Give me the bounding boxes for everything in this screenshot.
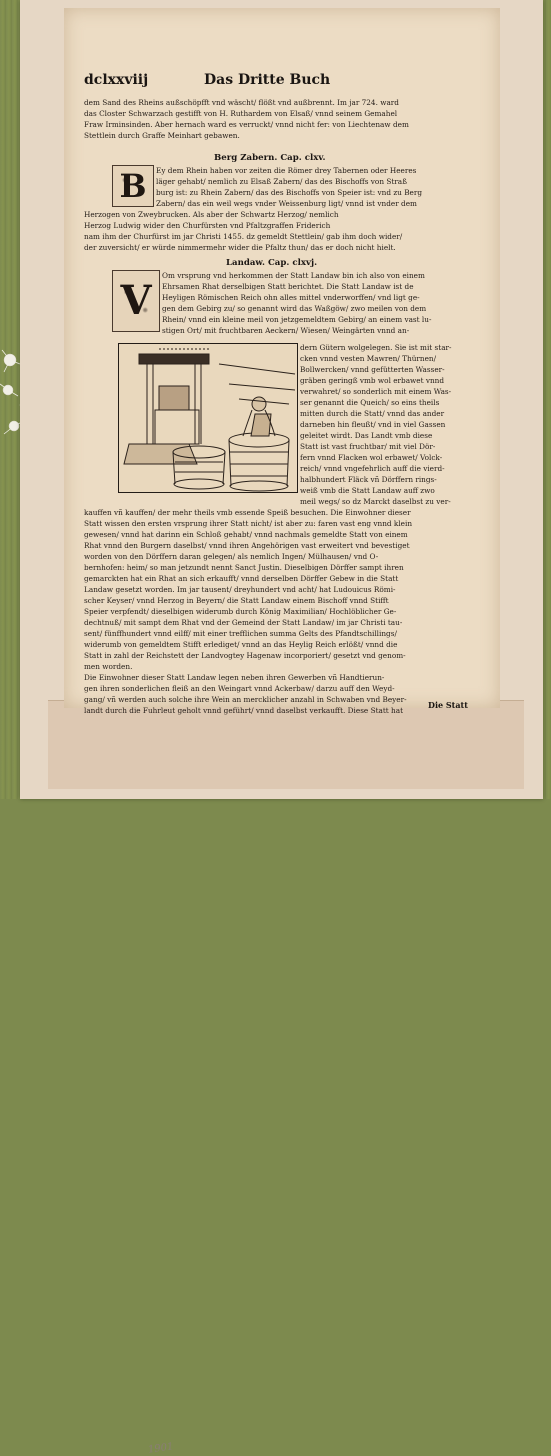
- text-line: Herzog Ludwig wider den Churfürsten vnd Pfaltzgraffen Friderich: [84, 221, 331, 230]
- woodcut-illustration: [118, 343, 298, 493]
- text-line: reich/ vnnd vngefehrlich auff die vierd-: [300, 464, 445, 473]
- text-line: geleitet wirdt. Das Landt vmb diese: [300, 431, 433, 440]
- text-line: men worden.: [84, 662, 133, 671]
- text-line: gräben geringß vmb wol erbawet vnnd: [300, 376, 445, 385]
- text-line: Ehrsamen Rhat derselbigen Statt berichtet. Die Statt Landaw ist de: [162, 282, 414, 291]
- text-line: ser genannt die Queich/ so eins theils: [300, 398, 440, 407]
- text-line: Fraw Irminsinden. Aber hernach ward es verruckt/ vnnd nicht fer: von Liechtenaw dem: [84, 120, 409, 129]
- text-line: halbhundert Fläck vñ Dörffern rings-: [300, 475, 437, 484]
- text-line: gen ihren sonderlichen fleiß an den Weingart vnnd Ackerbaw/ darzu auff den Weyd-: [84, 684, 395, 693]
- text-line: dechtnuß/ mit sampt dem Rhat vnd der Gemeind der Statt Landaw/ im jar Christi tau-: [84, 618, 403, 627]
- text-line: Rhein/ vnnd ein kleine meil von jetzgemeldtem Gebirg/ an einem vast lu-: [162, 315, 432, 324]
- text-line: stigen Ort/ mit fruchtbaren Aeckern/ Wiesen/ Weingärten vnnd an-: [162, 326, 410, 335]
- text-line: gen dem Gebirg zu/ so genannt wird das Waßgöw/ zwo meilen von dem: [162, 304, 427, 313]
- text-line: Ey dem Rhein haben vor zeiten die Römer drey Tabernen oder Heeres: [156, 166, 417, 175]
- text-line: Statt ist vast fruchtbar/ mit viel Dör-: [300, 442, 436, 451]
- initial-letter: V: [120, 277, 152, 324]
- section-heading: Berg Zabern. Cap. clxv.: [214, 153, 326, 163]
- text-line: bernhofen: heim/ so man jetzundt nennt Sanct Justin. Dieselbigen Dörffer sampt ihren: [84, 563, 404, 572]
- text-line: Die Einwohner dieser Statt Landaw legen neben ihren Gewerben vñ Handtierun-: [84, 673, 385, 682]
- text-line: Statt in zahl der Reichstett der Landvogtey Hagenaw incorporiert/ gesetzt vnd genom-: [84, 651, 406, 660]
- text-line: scher Keyser/ vnnd Herzog in Beyern/ die Statt Landaw einem Bischoff vnnd Stifft: [84, 596, 389, 605]
- running-title: Das Dritte Buch: [204, 72, 331, 88]
- text-line: Bollwercken/ vnnd gefütterten Wasser-: [300, 365, 445, 374]
- text-line: gang/ vñ werden auch solche ihre Wein an mercklicher anzahl in Schwaben vnd Beyer-: [84, 695, 407, 704]
- section-paragraph: [162, 270, 474, 336]
- text-line: Speier verpfendt/ dieselbigen widerumb durch König Maximilian/ Hochlöblicher Ge-: [84, 607, 397, 616]
- text-line: burg ist: zu Rhein Zabern/ das des Bischoffs von Speier ist: vnd zu Berg: [156, 188, 423, 197]
- text-line: worden von den Dörffern daran gelegen/ als nemlich Ingen/ Mülhausen/ vnd O-: [84, 552, 379, 561]
- side-column-text: [300, 342, 474, 507]
- text-line: dem Sand des Rheins außschöpfft vnd wäscht/ flößt vnd außbrennt. Im jar 724. ward: [84, 98, 399, 107]
- text-line: sent/ fünffhundert vnnd eilff/ mit einer trefflichen summa Gelts des Pfandtschillings/: [84, 629, 397, 638]
- decorated-initial: [112, 270, 160, 332]
- pencil-inscription: 1901: [147, 1441, 175, 1456]
- text-line: der zuversicht/ er würde nimmermehr wider die Pfaltz thun/ das er doch nicht hielt.: [84, 243, 396, 252]
- closing-paragraph: [84, 672, 474, 716]
- text-line: gewesen/ vnnd hat darinn ein Schloß gehabt/ vnnd nachmals gemeldte Statt von einem: [84, 530, 408, 539]
- initial-letter: B: [119, 167, 147, 205]
- section-paragraph-continued: [84, 209, 474, 253]
- text-line: Om vrsprung vnd herkommen der Statt Landaw bin ich also von einem: [162, 271, 425, 280]
- text-line: Herzogen von Zweybrucken. Als aber der Schwartz Herzog/ nemlich: [84, 210, 339, 219]
- text-line: Zabern/ das ein weil wegs vnder Weissenburg ligt/ vnnd ist vnder dem: [156, 199, 417, 208]
- text-line: das Closter Schwarzach gestifft von H. Ruthardem von Elsaß/ vnnd seinem Gemahel: [84, 109, 398, 118]
- decorated-initial: [112, 165, 154, 207]
- section-heading: Landaw. Cap. clxvj.: [226, 258, 318, 268]
- intro-paragraph: [84, 97, 474, 141]
- text-line: mitten durch die Statt/ vnnd das ander: [300, 409, 445, 418]
- catchword: Die Statt: [428, 700, 468, 710]
- text-line: gemarckten hat ein Rhat an sich erkaufft/ vnnd derselben Dörffer Gebew in die Statt: [84, 574, 399, 583]
- text-line: kauffen vñ kauffen/ der mehr theils vmb essende Speiß besuchen. Die Einwohner dieser: [84, 508, 411, 517]
- main-paragraph: [84, 507, 474, 672]
- text-line: verwahret/ so sonderlich mit einem Was-: [300, 387, 452, 396]
- folio-number: dclxxviij: [84, 72, 149, 88]
- page-header: [84, 72, 474, 94]
- text-line: widerumb von gemeldtem Stifft erlediget/ vnnd an das Heylig Reich erlößt/ vnnd die: [84, 640, 398, 649]
- text-line: weiß vmb die Statt Landaw auff zwo: [300, 486, 435, 495]
- text-line: läger gehabt/ nemlich zu Elsaß Zabern/ das des Bischoffs von Straß: [156, 177, 407, 186]
- text-line: fern vnnd Flacken wol erbawet/ Volck-: [300, 453, 443, 462]
- text-line: Landaw gesetzt worden. Im jar tausent/ dreyhundert vnd acht/ hat Ludouicus Römi-: [84, 585, 396, 594]
- text-line: Statt wissen den ersten vrsprung ihrer Statt nicht/ ist aber zu: faren vast eng vnnd klein: [84, 519, 413, 528]
- text-line: dern Gütern wolgelegen. Sie ist mit star-: [300, 343, 452, 352]
- text-line: Heyligen Römischen Reich ohn alles mittel vnderworffen/ vnd ligt ge-: [162, 293, 420, 302]
- text-line: nam ihm der Churfürst im jar Christi 1455. dz gemeldt Stettlein/ gab ihm doch wider/: [84, 232, 403, 241]
- text-line: meil wegs/ so dz Marckt daselbst zu ver-: [300, 497, 451, 506]
- text-line: Stettlein durch Graffe Meinhart gebawen.: [84, 131, 240, 140]
- text-line: cken vnnd vesten Mawren/ Thürnen/: [300, 354, 437, 363]
- section-paragraph: [156, 165, 474, 209]
- text-line: Rhat vnnd den Burgern daselbst/ vnnd ihren Angehörigen vast erweitert vnd bevestiget: [84, 541, 410, 550]
- text-line: landt durch die Fuhrleut geholt vnnd geführt/ vnnd daselbst verkaufft. Diese Statt hat: [84, 706, 404, 715]
- text-line: darneben hin fleußt/ vnd in viel Gassen: [300, 420, 446, 429]
